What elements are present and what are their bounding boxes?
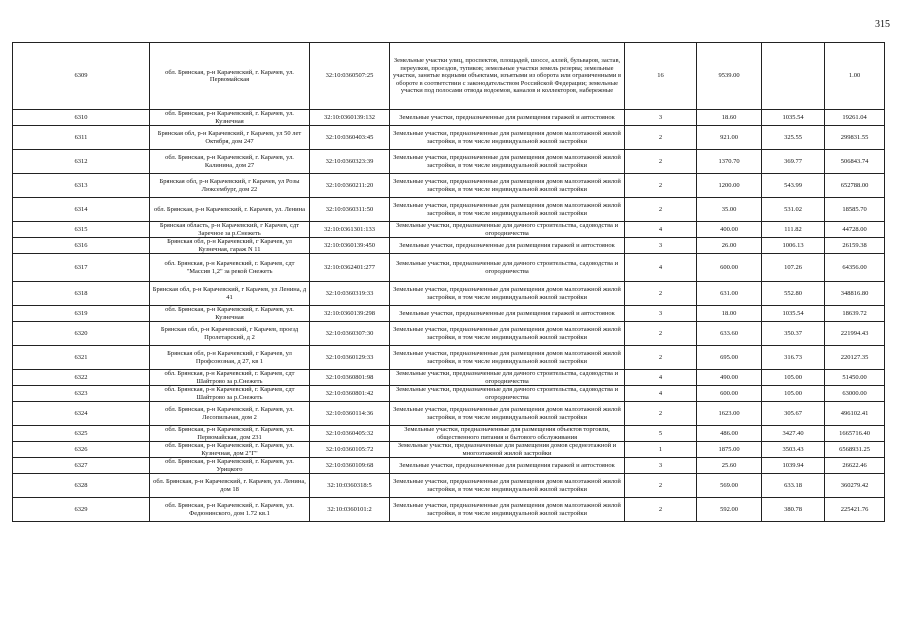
row-address: Брянская область, р-н Карачевский, г Карачев, сдт Заречное за р.Снежеть	[150, 222, 310, 238]
row-group: 4	[625, 386, 697, 402]
row-specific-value: 1006.13	[762, 238, 825, 254]
row-address: Брянская обл, р-н Карачевский, г Карачев, ул Розы Люксембург, дом 22	[150, 174, 310, 198]
row-land-use: Земельные участки, предназначенные для размещения домов малоэтажной жилой застройки, в том числе индивидуальной жилой застройки	[390, 402, 625, 426]
row-address: обл. Брянская, р-н Карачевский, г. Карачев, ул. Лесопильная, дом 2	[150, 402, 310, 426]
row-number: 6316	[13, 238, 150, 254]
row-land-use: Земельные участки, предназначенные для размещения домов малоэтажной жилой застройки, в том числе индивидуальной жилой застройки	[390, 198, 625, 222]
row-address: обл. Брянская, р-н Карачевский, г. Карачев, ул. Первомайская	[150, 43, 310, 110]
row-cadastral-value: 64356.00	[825, 254, 885, 282]
row-group: 1	[625, 442, 697, 458]
row-cadastral-value: 652788.00	[825, 174, 885, 198]
row-specific-value: 380.78	[762, 498, 825, 522]
row-area: 600.00	[697, 386, 762, 402]
row-address: Брянская обл, р-н Карачевский, г Карачев, проезд Пролетарский, д 2	[150, 322, 310, 346]
row-area: 9539.00	[697, 43, 762, 110]
row-address: Брянская обл, р-н Карачевский, г Карачев, ул Кузнечная, гараж N 11	[150, 238, 310, 254]
row-area: 600.00	[697, 254, 762, 282]
row-cadastral-value: 18639.72	[825, 306, 885, 322]
row-address: обл. Брянская, р-н Карачевский, г. Карачев, ул. Ленина	[150, 198, 310, 222]
row-cadastral-value: 51450.00	[825, 370, 885, 386]
row-specific-value: 369.77	[762, 150, 825, 174]
row-area: 18.00	[697, 306, 762, 322]
row-cadastral-value: 63000.00	[825, 386, 885, 402]
row-cadastral-number: 32:10:0360311:50	[310, 198, 390, 222]
row-number: 6322	[13, 370, 150, 386]
row-specific-value: 543.99	[762, 174, 825, 198]
row-address: обл. Брянская, р-н Карачевский, г. Карачев, ул. Кузнечная	[150, 110, 310, 126]
row-cadastral-value: 360279.42	[825, 474, 885, 498]
row-group: 5	[625, 426, 697, 442]
row-specific-value: 531.02	[762, 198, 825, 222]
row-address: обл. Брянская, р-н Карачевский, г. Карачев, ул. Урицкого	[150, 458, 310, 474]
row-land-use: Земельные участки, предназначенные для размещения гаражей и автостоянок	[390, 306, 625, 322]
row-area: 18.60	[697, 110, 762, 126]
row-land-use: Земельные участки, предназначенные для размещения домов малоэтажной жилой застройки, в том числе индивидуальной жилой застройки	[390, 174, 625, 198]
table-row	[13, 110, 885, 126]
row-number: 6315	[13, 222, 150, 238]
row-specific-value: 325.55	[762, 126, 825, 150]
row-address: обл. Брянская, р-н Карачевский, г. Карачев, сдт Шайтрово за р.Снежеть	[150, 386, 310, 402]
row-area: 25.60	[697, 458, 762, 474]
row-group: 4	[625, 222, 697, 238]
table-row	[13, 426, 885, 442]
table-row	[13, 474, 885, 498]
row-area: 921.00	[697, 126, 762, 150]
row-number: 6328	[13, 474, 150, 498]
table-row	[13, 282, 885, 306]
row-number: 6323	[13, 386, 150, 402]
row-land-use: Земельные участки, предназначенные для размещения объектов торговли, общественного питания и бытового обслуживания	[390, 426, 625, 442]
row-number: 6321	[13, 346, 150, 370]
row-area: 631.00	[697, 282, 762, 306]
row-group: 2	[625, 198, 697, 222]
row-cadastral-value: 1665716.40	[825, 426, 885, 442]
row-group: 2	[625, 322, 697, 346]
row-group: 2	[625, 126, 697, 150]
row-cadastral-value: 225421.76	[825, 498, 885, 522]
row-specific-value: 3427.40	[762, 426, 825, 442]
row-cadastral-value: 299831.55	[825, 126, 885, 150]
row-cadastral-value: 18585.70	[825, 198, 885, 222]
row-number: 6325	[13, 426, 150, 442]
row-address: обл. Брянская, р-н Карачевский, г. Карачев, ул. Первомайская, дом 231	[150, 426, 310, 442]
table-row	[13, 386, 885, 402]
row-area: 490.00	[697, 370, 762, 386]
page-number: 315	[875, 19, 890, 30]
row-address: обл. Брянская, р-н Карачевский, г. Карачев, ул. Кузнечная, дом 2"Г"	[150, 442, 310, 458]
row-area: 1370.70	[697, 150, 762, 174]
row-group: 4	[625, 254, 697, 282]
row-land-use: Земельные участки, предназначенные для дачного строительства, садоводства и огородничества	[390, 254, 625, 282]
row-area: 1623.00	[697, 402, 762, 426]
table-row	[13, 174, 885, 198]
row-number: 6309	[13, 43, 150, 110]
row-cadastral-value: 506843.74	[825, 150, 885, 174]
row-number: 6329	[13, 498, 150, 522]
row-area: 695.00	[697, 346, 762, 370]
row-number: 6314	[13, 198, 150, 222]
row-address: обл. Брянская, р-н Карачевский, г. Карачев, сдт Шайтрово за р.Снежеть	[150, 370, 310, 386]
row-land-use: Земельные участки, предназначенные для размещения домов среднеэтажной и многоэтажной жилой застройки	[390, 442, 625, 458]
row-cadastral-number: 32:10:0360323:39	[310, 150, 390, 174]
row-cadastral-number: 32:10:0360139:298	[310, 306, 390, 322]
row-area: 633.60	[697, 322, 762, 346]
row-cadastral-value: 1.00	[825, 43, 885, 110]
table-row	[13, 150, 885, 174]
row-cadastral-number: 32:10:0360129:33	[310, 346, 390, 370]
row-number: 6311	[13, 126, 150, 150]
row-address: обл. Брянская, р-н Карачевский, г. Карачев, ул. Федюнинского, дом 1.72 кв.1	[150, 498, 310, 522]
row-cadastral-value: 19261.04	[825, 110, 885, 126]
row-group: 2	[625, 474, 697, 498]
row-group: 3	[625, 238, 697, 254]
row-number: 6310	[13, 110, 150, 126]
row-group: 2	[625, 498, 697, 522]
row-number: 6320	[13, 322, 150, 346]
row-land-use: Земельные участки, предназначенные для размещения гаражей и автостоянок	[390, 238, 625, 254]
row-cadastral-number: 32:10:0360403:45	[310, 126, 390, 150]
row-land-use: Земельные участки, предназначенные для размещения домов малоэтажной жилой застройки, в том числе индивидуальной жилой застройки	[390, 282, 625, 306]
row-land-use: Земельные участки, предназначенные для дачного строительства, садоводства и огородничества	[390, 386, 625, 402]
table-row	[13, 238, 885, 254]
row-number: 6319	[13, 306, 150, 322]
table-row	[13, 222, 885, 238]
cadastral-value-table	[12, 42, 885, 522]
row-address: Брянская обл, р-н Карачевский, г Карачев, ул Профсоюзная, д 27, кв 1	[150, 346, 310, 370]
row-group: 2	[625, 282, 697, 306]
row-specific-value: 350.37	[762, 322, 825, 346]
row-land-use: Земельные участки, предназначенные для размещения гаражей и автостоянок	[390, 110, 625, 126]
row-address: обл. Брянская, р-н Карачевский, г. Карачев, ул. Калинина, дом 27	[150, 150, 310, 174]
row-number: 6313	[13, 174, 150, 198]
row-group: 2	[625, 402, 697, 426]
table-row	[13, 306, 885, 322]
row-address: обл. Брянская, р-н Карачевский, г. Карачев, сдт "Массив 1,2" за рекой Снежеть	[150, 254, 310, 282]
row-specific-value: 1035.54	[762, 306, 825, 322]
row-specific-value: 105.00	[762, 370, 825, 386]
row-land-use: Земельные участки, предназначенные для размещения гаражей и автостоянок	[390, 458, 625, 474]
row-number: 6324	[13, 402, 150, 426]
table-row	[13, 322, 885, 346]
row-area: 1200.00	[697, 174, 762, 198]
row-address: Брянская обл, р-н Карачевский, г Карачев, ул 50 лет Октября, дом 247	[150, 126, 310, 150]
row-group: 2	[625, 150, 697, 174]
row-cadastral-number: 32:10:0360105:72	[310, 442, 390, 458]
row-cadastral-number: 32:10:0360139:132	[310, 110, 390, 126]
row-cadastral-number: 32:10:0360318:5	[310, 474, 390, 498]
row-cadastral-number: 32:10:0360507:25	[310, 43, 390, 110]
row-cadastral-number: 32:10:0362401:277	[310, 254, 390, 282]
row-cadastral-number: 32:10:0360211:20	[310, 174, 390, 198]
table-row	[13, 402, 885, 426]
row-area: 1875.00	[697, 442, 762, 458]
row-land-use: Земельные участки, предназначенные для размещения домов малоэтажной жилой застройки, в том числе индивидуальной жилой застройки	[390, 474, 625, 498]
row-cadastral-number: 32:10:0361301:133	[310, 222, 390, 238]
row-cadastral-number: 32:10:0360139:450	[310, 238, 390, 254]
row-address: обл. Брянская, р-н Карачевский, г. Карачев, ул. Ленина, дом 18	[150, 474, 310, 498]
row-cadastral-number: 32:10:0360801:42	[310, 386, 390, 402]
row-cadastral-value: 6568931.25	[825, 442, 885, 458]
row-land-use: Земельные участки улиц, проспектов, площадей, шоссе, аллей, бульваров, застав, переулков, проездов, тупиков; земельные участки земель резерва; земельные участки, занятые водными объектами, изъятыми из оборота или ограниченными в обороте в соответствии с законодательством Российской Федерации; земельные участки под полосами отвода водоемов, каналов и коллекторов, набережные	[390, 43, 625, 110]
table-row	[13, 198, 885, 222]
row-specific-value: 1039.94	[762, 458, 825, 474]
row-cadastral-number: 32:10:0360405:32	[310, 426, 390, 442]
table-row	[13, 346, 885, 370]
row-cadastral-number: 32:10:0360101:2	[310, 498, 390, 522]
row-group: 4	[625, 370, 697, 386]
row-specific-value: 1035.54	[762, 110, 825, 126]
row-area: 35.00	[697, 198, 762, 222]
row-land-use: Земельные участки, предназначенные для размещения домов малоэтажной жилой застройки, в том числе индивидуальной жилой застройки	[390, 498, 625, 522]
row-area: 592.00	[697, 498, 762, 522]
row-specific-value	[762, 43, 825, 110]
row-specific-value: 3503.43	[762, 442, 825, 458]
row-specific-value: 633.18	[762, 474, 825, 498]
row-specific-value: 105.00	[762, 386, 825, 402]
row-number: 6327	[13, 458, 150, 474]
row-group: 16	[625, 43, 697, 110]
table-row	[13, 370, 885, 386]
row-cadastral-number: 32:10:0360114:36	[310, 402, 390, 426]
row-cadastral-value: 496102.41	[825, 402, 885, 426]
table-row	[13, 254, 885, 282]
row-land-use: Земельные участки, предназначенные для дачного строительства, садоводства и огородничества	[390, 370, 625, 386]
row-specific-value: 305.67	[762, 402, 825, 426]
row-cadastral-value: 221994.43	[825, 322, 885, 346]
row-cadastral-value: 348816.80	[825, 282, 885, 306]
row-land-use: Земельные участки, предназначенные для дачного строительства, садоводства и огородничества	[390, 222, 625, 238]
row-number: 6318	[13, 282, 150, 306]
row-land-use: Земельные участки, предназначенные для размещения домов малоэтажной жилой застройки, в том числе индивидуальной жилой застройки	[390, 322, 625, 346]
row-group: 3	[625, 458, 697, 474]
row-land-use: Земельные участки, предназначенные для размещения домов малоэтажной жилой застройки, в том числе индивидуальной жилой застройки	[390, 346, 625, 370]
row-specific-value: 552.80	[762, 282, 825, 306]
row-group: 2	[625, 346, 697, 370]
row-cadastral-value: 26159.38	[825, 238, 885, 254]
row-cadastral-number: 32:10:0360801:98	[310, 370, 390, 386]
row-number: 6312	[13, 150, 150, 174]
row-address: обл. Брянская, р-н Карачевский, г. Карачев, ул. Кузнечная	[150, 306, 310, 322]
row-address: Брянская обл, р-н Карачевский, г Карачев, ул Ленина, д 41	[150, 282, 310, 306]
row-cadastral-value: 220127.35	[825, 346, 885, 370]
table-row	[13, 43, 885, 110]
row-cadastral-number: 32:10:0360307:30	[310, 322, 390, 346]
row-number: 6326	[13, 442, 150, 458]
row-specific-value: 111.82	[762, 222, 825, 238]
row-group: 2	[625, 174, 697, 198]
row-cadastral-value: 26622.46	[825, 458, 885, 474]
row-specific-value: 107.26	[762, 254, 825, 282]
row-area: 400.00	[697, 222, 762, 238]
row-cadastral-number: 32:10:0360319:33	[310, 282, 390, 306]
row-land-use: Земельные участки, предназначенные для размещения домов малоэтажной жилой застройки, в том числе индивидуальной жилой застройки	[390, 126, 625, 150]
row-cadastral-value: 44728.00	[825, 222, 885, 238]
row-specific-value: 316.73	[762, 346, 825, 370]
row-area: 486.00	[697, 426, 762, 442]
row-group: 3	[625, 110, 697, 126]
row-group: 3	[625, 306, 697, 322]
table-row	[13, 458, 885, 474]
row-area: 26.00	[697, 238, 762, 254]
row-cadastral-number: 32:10:0360109:68	[310, 458, 390, 474]
row-number: 6317	[13, 254, 150, 282]
row-land-use: Земельные участки, предназначенные для размещения домов малоэтажной жилой застройки, в том числе индивидуальной жилой застройки	[390, 150, 625, 174]
table-row	[13, 126, 885, 150]
table-row	[13, 498, 885, 522]
row-area: 569.00	[697, 474, 762, 498]
table-row	[13, 442, 885, 458]
